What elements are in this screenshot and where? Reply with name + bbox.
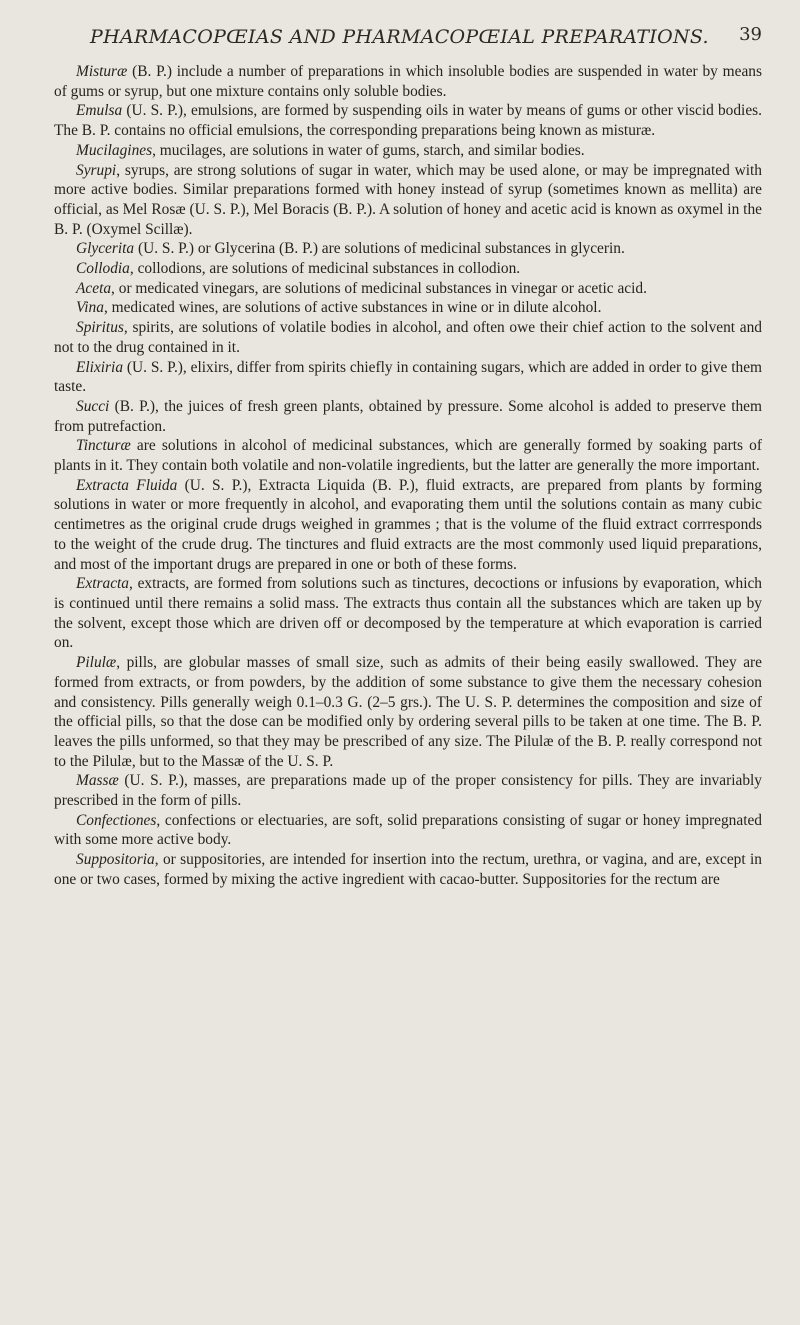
term: Emulsa [76, 102, 123, 120]
paragraph-extracta [54, 574, 762, 653]
definition: are solutions in alcohol of medicinal substances, which are generally formed by soaking parts of plants in it. They contain both volatile and non-volatile ingredients, but the latter are generally the more important. [54, 437, 762, 475]
term: Massæ [76, 772, 119, 790]
term: Succi [76, 397, 110, 415]
term: Extracta Fluida [76, 476, 178, 494]
definition: (U. S. P.), masses, are preparations made up of the proper consistency for pills. They are invariably prescribed in the form of pills. [54, 772, 762, 810]
paragraph-glycerita [54, 239, 762, 259]
paragraph-spiritus [54, 318, 762, 357]
paragraph-massae [54, 771, 762, 810]
definition: , or medicated vinegars, are solutions of medicinal substances in vinegar or acetic acid. [111, 279, 647, 297]
paragraph-tincturae [54, 436, 762, 475]
definition: , or suppositories, are intended for insertion into the rectum, urethra, or vagina, and are, except in one or two cases, formed by mixing the active ingredient with cacao-butter. Suppositories for the rectum are [54, 851, 762, 888]
definition: (U. S. P.), emulsions, are formed by suspending oils in water by means of gums or other viscid bodies. The B. P. contains no official emulsions, the corresponding preparations being known as misturæ. [54, 102, 762, 140]
definition: , confections or electuaries, are soft, solid preparations consisting of sugar or honey impregnated with some more active body. [54, 811, 762, 849]
term: Misturæ [76, 63, 128, 80]
definition: (U. S. P.), Extracta Liquida (B. P.), fluid extracts, are prepared from plants by forming solutions in water or more frequently in alcohol, and evaporating them until the solutions contain as many cubic centimetres as the original crude drugs weighed in grammes ; that is the volume of the fluid extract corrresponds to the weight of the crude drug. The tinctures and fluid extracts are the most commonly used liquid preparations, and most of the important drugs are prepared in one or both of these forms. [54, 476, 762, 573]
term: Syrupi [76, 161, 117, 179]
paragraph-succi [54, 397, 762, 436]
definition: , medicated wines, are solutions of active substances in wine or in dilute alcohol. [103, 299, 602, 317]
term: Suppositoria [76, 851, 155, 869]
definition: , mucilages, are solutions in water of gums, starch, and similar bodies. [152, 141, 585, 159]
paragraph-vina [54, 298, 762, 318]
paragraph-confectiones [54, 811, 762, 850]
definition: (U. S. P.), elixirs, differ from spirits chiefly in containing sugars, which are added in order to give them taste. [54, 358, 762, 396]
paragraph-suppositoria [54, 850, 762, 889]
term: Aceta [76, 279, 112, 297]
paragraph-misturae [54, 62, 762, 101]
term: Spiritus [76, 319, 124, 337]
running-head [54, 16, 762, 50]
paragraph-syrupi [54, 161, 762, 240]
paragraph-mucilagines [54, 141, 762, 161]
definition: (B. P.), the juices of fresh green plants, obtained by pressure. Some alcohol is added to preserve them from putrefaction. [54, 397, 762, 435]
term: Mucilagines [76, 141, 153, 159]
definition: , syrups, are strong solutions of sugar in water, which may be used alone, or may be impregnated with more active bodies. Similar preparations formed with honey instead of syrup (sometimes known as mellita) are official, as Mel Rosæ (U. S. P.), Mel Boracis (B. P.). A solution of honey and acetic acid is known as oxymel in the B. P. (Oxymel Scillæ). [54, 161, 762, 238]
term: Pilulæ [76, 654, 117, 672]
definition: , pills, are globular masses of small size, such as admits of their being easily swallowed. They are formed from extracts, or from powders, by the addition of some substance to give them the necessary cohesion and consistency. Pills generally weigh 0.1–0.3 G. (2–5 grs.). The U. S. P. determines the composition and size of the official pills, so that the dose can be modified only by ordering several pills to be taken at one time. The B. P. leaves the pills unformed, so that they may be prescribed of any size. The Pilulæ of the B. P. really correspond not to the Pilulæ, but to the Massæ of the U. S. P. [54, 654, 762, 770]
definition: (U. S. P.) or Glycerina (B. P.) are solutions of medicinal substances in glycerin. [134, 240, 625, 258]
paragraph-aceta [54, 279, 762, 299]
term: Collodia [76, 260, 130, 278]
term: Glycerita [76, 240, 135, 258]
definition: (B. P.) include a number of preparations in which insoluble bodies are suspended in water by means of gums or syrup, but one mixture contains only soluble bodies. [54, 63, 762, 100]
term: Tincturæ [76, 437, 131, 455]
term: Elixiria [76, 358, 124, 376]
page-number: 39 [739, 24, 762, 45]
definition: , spirits, are solutions of volatile bodies in alcohol, and often owe their chief action to the solvent and not to the drug contained in it. [54, 319, 762, 356]
running-title: PHARMACOPŒIAS AND PHARMACOPŒIAL PREPARATIONS. [90, 26, 709, 48]
paragraph-elixiria [54, 358, 762, 397]
term: Vina [76, 299, 104, 317]
paragraph-collodia [54, 259, 762, 279]
paragraph-pilulae [54, 653, 762, 771]
definition: , collodions, are solutions of medicinal substances in collodion. [129, 260, 521, 278]
definition: , extracts, are formed from solutions such as tinctures, decoctions or infusions by evaporation, which is continued until there remains a solid mass. The extracts thus contain all the substances which are taken up by the solvent, except those which are driven off or decomposed by the temperature at which evaporation is carried on. [54, 575, 762, 652]
paragraph-emulsa [54, 101, 762, 140]
paragraph-extracta-fluida [54, 476, 762, 575]
body-text [54, 62, 762, 890]
term: Confectiones [76, 811, 157, 829]
term: Extracta [76, 575, 129, 593]
